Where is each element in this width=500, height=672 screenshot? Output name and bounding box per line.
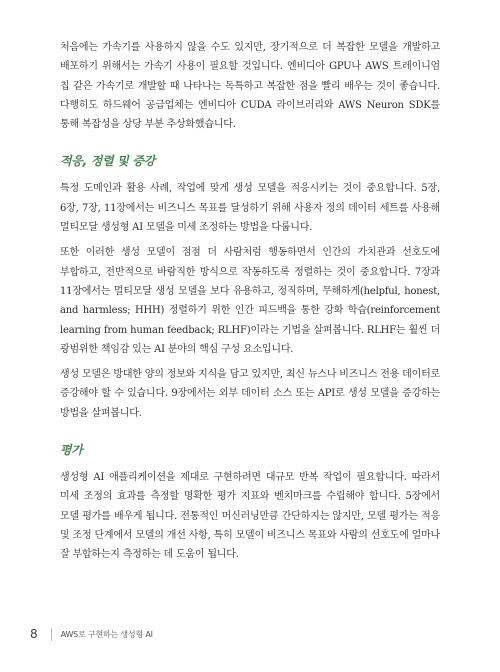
adaptation-paragraph-3: 생성 모델은 방대한 양의 정보와 지식을 담고 있지만, 최신 뉴스나 비즈니스 전용 데이터로 증강해야 할 수 있습니다. 9장에서는 외부 데이터 소스 또는 API로 생성 모델을 증강하는 방법을 살펴봅니다. — [60, 369, 440, 419]
footer-book-title: AWS로 구현하는 생성형 AI — [60, 629, 153, 639]
footer-divider — [51, 628, 52, 641]
evaluation-paragraph-1: 생성형 AI 애플리케이션을 제대로 구현하려면 대규모 반복 작업이 필요합니다. 따라서 미세 조정의 효과를 측정할 명확한 평가 지표와 벤치마크를 수립해야 합니다. 5장에서 모델 평가를 배우게 됩니다. 전통적인 머신러닝만큼 간단하지는 않지만, 모델 평가는 적응 및 조정 단계에서 모델의 개선 사항, 특히 모델이 비즈니스 목표와 사람의 선호도에 얼마나 잘 부합하는지 측정하는 데 도움이 됩니다. — [60, 472, 440, 561]
adaptation-paragraph-1: 특정 도메인과 활용 사례, 작업에 맞게 생성 모델을 적응시키는 것이 중요합니다. 5장, 6장, 7장, 11장에서는 비즈니스 목표를 달성하기 위해 사용자 정의 데이터 세트를 사용해 멀티모달 생성형 AI 모델을 미세 조정하는 방법을 다룹니다. — [60, 183, 440, 234]
intro-paragraph: 처음에는 가속기를 사용하지 않을 수도 있지만, 장기적으로 더 복잡한 모델을 개발하고 배포하기 위해서는 가속기 사용이 필요할 것입니다. 엔비디아 GPU나 AWS 트레이니엄 칩 같은 가속기로 개발할 때 나타나는 독특하고 복잡한 점을 빨리 배우는 것이 좋습니다. 다행히도 하드웨어 공급업체는 엔비디아 CUDA 라이브러리와 AWS Neuron SDK를 통해 복잡성을 상당 부분 추상화했습니다. — [60, 42, 440, 131]
adaptation-paragraph-2: 또한 이러한 생성 모델이 점점 더 사람처럼 행동하면서 인간의 가치관과 선호도에 부합하고, 전반적으로 바람직한 방식으로 작동하도록 정렬하는 것이 중요합니다. 7장과 11장에서는 멀티모달 생성 모델을 보다 유용하고, 정직하며, 무해하게(helpful, honest, and harmless; HHH) 정렬하기 위한 인간 피드백을 통한 강화 학습(reinforcement learning from human feedback; RLHF)이라는 기법을 살펴봅니다. RLHF는 훨씬 더 광범위한 책임감 있는 AI 분야의 핵심 구성 요소입니다. — [60, 247, 440, 355]
section-title-evaluation: 평가 — [60, 443, 83, 458]
section-title-adaptation: 적응, 정렬 및 증강 — [60, 154, 155, 169]
page-content — [60, 38, 440, 571]
page-footer — [30, 624, 153, 644]
page-number: 8 — [30, 627, 38, 641]
